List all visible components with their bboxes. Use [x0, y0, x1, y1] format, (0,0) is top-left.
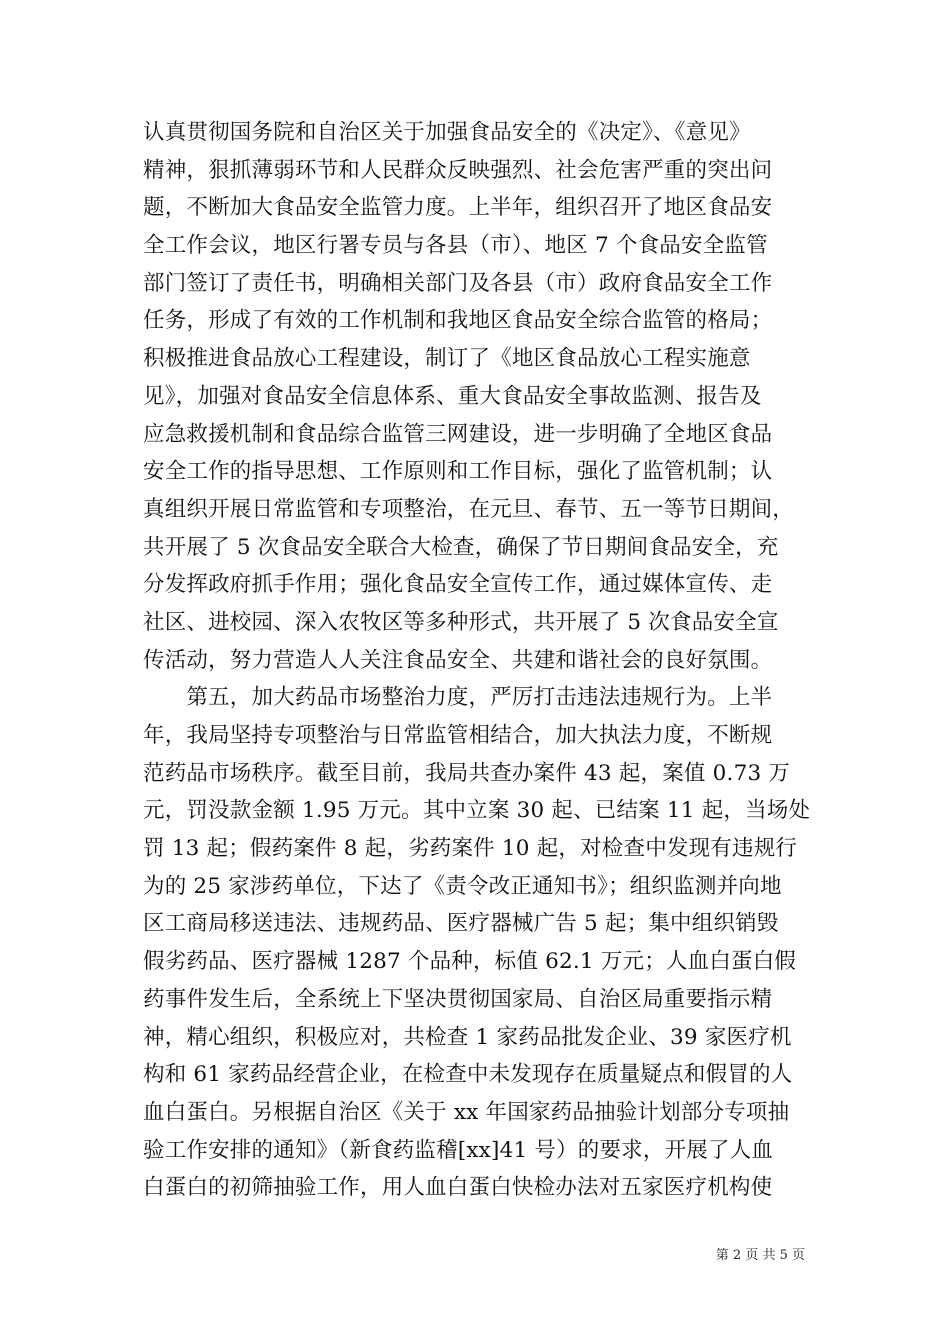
text-line: 社区、进校园、深入农牧区等多种形式，共开展了 5 次食品安全宣 [143, 609, 779, 635]
text-line: 白蛋白的初筛抽验工作，用人血白蛋白快检办法对五家医疗机构使 [143, 1175, 773, 1201]
text-line: 任务，形成了有效的工作机制和我地区食品安全综合监管的格局； [143, 308, 773, 334]
text-line: 罚 13 起；假药案件 8 起，劣药案件 10 起，对检查中发现有违规行 [143, 836, 798, 862]
text-line: 药事件发生后，全系统上下坚决贯彻国家局、自治区局重要指示精 [143, 986, 773, 1012]
text-line: 分发挥政府抓手作用；强化食品安全宣传工作，通过媒体宣传、走 [143, 572, 773, 598]
text-line: 年，我局坚持专项整治与日常监管相结合，加大执法力度，不断规 [143, 723, 773, 748]
text-line: 认真贯彻国务院和自治区关于加强食品安全的《决定》、《意见》 [143, 120, 751, 145]
text-line: 共开展了 5 次食品安全联合大检查，确保了节日期间食品安全，充 [143, 534, 779, 560]
text-line: 安全工作的指导思想、工作原则和工作目标，强化了监管机制；认 [143, 459, 773, 485]
text-line: 传活动，努力营造人人关注食品安全、共建和谐社会的良好氛围。 [143, 647, 773, 673]
text-line: 精神，狠抓薄弱环节和人民群众反映强烈、社会危害严重的突出问 [143, 157, 773, 183]
text-line: 假劣药品、医疗器械 1287 个品种，标值 62.1 万元；人血白蛋白假 [143, 949, 797, 975]
text-line: 真组织开展日常监管和专项整治，在元旦、春节、五一等节日期间， [143, 496, 795, 522]
text-line: 题，不断加大食品安全监管力度。上半年，组织召开了地区食品安 [143, 195, 773, 221]
text-line: 构和 61 家药品经营企业，在检查中未发现存在质量疑点和假冒的人 [143, 1062, 793, 1088]
text-line: 验工作安排的通知》（新食药监稽[xx]41 号）的要求，开展了人血 [143, 1137, 774, 1163]
text-line: 血白蛋白。另根据自治区《关于 xx 年国家药品抽验计划部分专项抽 [143, 1099, 790, 1125]
text-line: 区工商局移送违法、违规药品、医疗器械广告 5 起；集中组织销毁 [143, 911, 779, 937]
text-line: 积极推进食品放心工程建设，制订了《地区食品放心工程实施意 [143, 346, 751, 372]
text-line: 范药品市场秩序。截至目前，我局共查办案件 43 起，案值 0.73 万 [143, 760, 791, 786]
text-line: 应急救援机制和食品综合监管三网建设，进一步明确了全地区食品 [143, 421, 773, 447]
paragraph-start-line: 第五，加大药品市场整治力度，严厉打击违法违规行为。上半 [143, 685, 773, 711]
text-line: 元，罚没款金额 1.95 万元。其中立案 30 起、已结案 11 起，当场处 [143, 798, 811, 824]
text-line: 部门签订了责任书，明确相关部门及各县（市）政府食品安全工作 [143, 270, 773, 296]
body-text [143, 114, 829, 1207]
page-number: 第 2 页 共 5 页 [715, 1248, 805, 1263]
text-line: 为的 25 家涉药单位，下达了《责令改正通知书》；组织监测并向地 [143, 873, 782, 899]
text-line: 神，精心组织，积极应对，共检查 1 家药品批发企业、39 家医疗机 [143, 1024, 792, 1050]
text-line: 全工作会议，地区行署专员与各县（市）、地区 7 个食品安全监管 [143, 233, 768, 259]
text-line: 见》，加强对食品安全信息体系、重大食品安全事故监测、报告及 [143, 383, 762, 409]
